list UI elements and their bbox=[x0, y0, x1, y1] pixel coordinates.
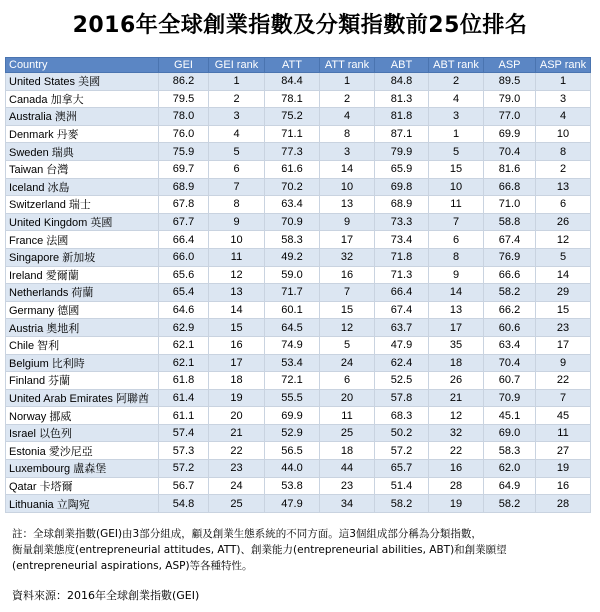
cell-abt-rank: 32 bbox=[429, 424, 484, 442]
cell-gei-rank: 1 bbox=[209, 73, 265, 91]
cell-abt: 47.9 bbox=[375, 336, 429, 354]
table-row bbox=[6, 231, 591, 249]
cell-att-rank: 8 bbox=[320, 125, 375, 143]
table-row bbox=[6, 248, 591, 266]
cell-country: Australia 澳洲 bbox=[6, 108, 159, 126]
cell-asp: 70.9 bbox=[484, 389, 536, 407]
header-gei: GEI bbox=[159, 58, 209, 73]
cell-att-rank: 25 bbox=[320, 424, 375, 442]
cell-country: Taiwan 台灣 bbox=[6, 160, 159, 178]
cell-asp-rank: 23 bbox=[536, 319, 591, 337]
cell-abt-rank: 14 bbox=[429, 284, 484, 302]
cell-gei: 79.5 bbox=[159, 90, 209, 108]
header-asp-rank: ASP rank bbox=[536, 58, 591, 73]
cell-asp-rank: 22 bbox=[536, 372, 591, 390]
cell-att: 72.1 bbox=[265, 372, 320, 390]
cell-country: United Arab Emirates 阿聯酋 bbox=[6, 389, 159, 407]
cell-att: 58.3 bbox=[265, 231, 320, 249]
cell-abt-rank: 8 bbox=[429, 248, 484, 266]
cell-gei-rank: 8 bbox=[209, 196, 265, 214]
cell-att: 60.1 bbox=[265, 301, 320, 319]
cell-asp: 58.3 bbox=[484, 442, 536, 460]
cell-gei: 76.0 bbox=[159, 125, 209, 143]
cell-att-rank: 3 bbox=[320, 143, 375, 161]
cell-abt-rank: 7 bbox=[429, 213, 484, 231]
cell-att: 56.5 bbox=[265, 442, 320, 460]
cell-att-rank: 11 bbox=[320, 407, 375, 425]
cell-asp-rank: 16 bbox=[536, 477, 591, 495]
table-row bbox=[6, 301, 591, 319]
cell-att-rank: 17 bbox=[320, 231, 375, 249]
cell-abt-rank: 19 bbox=[429, 495, 484, 513]
cell-gei-rank: 10 bbox=[209, 231, 265, 249]
header-abt-rank: ABT rank bbox=[429, 58, 484, 73]
cell-gei: 75.9 bbox=[159, 143, 209, 161]
cell-att-rank: 9 bbox=[320, 213, 375, 231]
cell-country: Lithuania 立陶宛 bbox=[6, 495, 159, 513]
cell-att: 78.1 bbox=[265, 90, 320, 108]
cell-abt-rank: 28 bbox=[429, 477, 484, 495]
cell-asp-rank: 1 bbox=[536, 73, 591, 91]
cell-att-rank: 15 bbox=[320, 301, 375, 319]
cell-asp: 58.2 bbox=[484, 284, 536, 302]
cell-gei-rank: 25 bbox=[209, 495, 265, 513]
table-header-row bbox=[6, 58, 591, 73]
cell-att: 84.4 bbox=[265, 73, 320, 91]
cell-att: 74.9 bbox=[265, 336, 320, 354]
cell-asp: 60.6 bbox=[484, 319, 536, 337]
cell-country: Sweden 瑞典 bbox=[6, 143, 159, 161]
cell-country: Chile 智利 bbox=[6, 336, 159, 354]
cell-asp-rank: 45 bbox=[536, 407, 591, 425]
cell-asp: 81.6 bbox=[484, 160, 536, 178]
cell-att-rank: 13 bbox=[320, 196, 375, 214]
cell-country: Israel 以色列 bbox=[6, 424, 159, 442]
cell-abt: 52.5 bbox=[375, 372, 429, 390]
cell-country: United Kingdom 英國 bbox=[6, 213, 159, 231]
cell-gei: 67.7 bbox=[159, 213, 209, 231]
cell-asp-rank: 9 bbox=[536, 354, 591, 372]
table-row bbox=[6, 213, 591, 231]
cell-att-rank: 7 bbox=[320, 284, 375, 302]
cell-abt: 57.2 bbox=[375, 442, 429, 460]
cell-gei: 86.2 bbox=[159, 73, 209, 91]
cell-country: Estonia 愛沙尼亞 bbox=[6, 442, 159, 460]
cell-att: 71.7 bbox=[265, 284, 320, 302]
cell-abt: 51.4 bbox=[375, 477, 429, 495]
cell-att: 59.0 bbox=[265, 266, 320, 284]
cell-country: Switzerland 瑞士 bbox=[6, 196, 159, 214]
cell-att-rank: 24 bbox=[320, 354, 375, 372]
cell-gei-rank: 2 bbox=[209, 90, 265, 108]
cell-country: United States 美國 bbox=[6, 73, 159, 91]
cell-abt: 67.4 bbox=[375, 301, 429, 319]
cell-gei: 69.7 bbox=[159, 160, 209, 178]
table-row bbox=[6, 143, 591, 161]
cell-asp-rank: 13 bbox=[536, 178, 591, 196]
table-row bbox=[6, 442, 591, 460]
cell-abt: 69.8 bbox=[375, 178, 429, 196]
cell-asp-rank: 8 bbox=[536, 143, 591, 161]
cell-gei-rank: 4 bbox=[209, 125, 265, 143]
cell-asp-rank: 7 bbox=[536, 389, 591, 407]
cell-abt: 57.8 bbox=[375, 389, 429, 407]
cell-asp-rank: 17 bbox=[536, 336, 591, 354]
cell-att: 64.5 bbox=[265, 319, 320, 337]
cell-abt-rank: 22 bbox=[429, 442, 484, 460]
cell-att: 53.4 bbox=[265, 354, 320, 372]
cell-gei-rank: 15 bbox=[209, 319, 265, 337]
cell-att-rank: 20 bbox=[320, 389, 375, 407]
cell-abt-rank: 35 bbox=[429, 336, 484, 354]
cell-abt: 71.8 bbox=[375, 248, 429, 266]
cell-att: 69.9 bbox=[265, 407, 320, 425]
cell-gei: 64.6 bbox=[159, 301, 209, 319]
cell-asp: 58.8 bbox=[484, 213, 536, 231]
page-title: 2016年全球創業指數及分類指數前25位排名 bbox=[72, 13, 528, 38]
cell-gei-rank: 13 bbox=[209, 284, 265, 302]
cell-abt: 79.9 bbox=[375, 143, 429, 161]
cell-att: 70.9 bbox=[265, 213, 320, 231]
cell-abt-rank: 13 bbox=[429, 301, 484, 319]
table-row bbox=[6, 319, 591, 337]
cell-country: Iceland 冰島 bbox=[6, 178, 159, 196]
cell-gei-rank: 6 bbox=[209, 160, 265, 178]
cell-gei: 62.1 bbox=[159, 354, 209, 372]
cell-att-rank: 1 bbox=[320, 73, 375, 91]
cell-att-rank: 6 bbox=[320, 372, 375, 390]
cell-asp-rank: 28 bbox=[536, 495, 591, 513]
cell-asp-rank: 6 bbox=[536, 196, 591, 214]
cell-asp-rank: 5 bbox=[536, 248, 591, 266]
cell-abt: 71.3 bbox=[375, 266, 429, 284]
cell-gei-rank: 20 bbox=[209, 407, 265, 425]
cell-asp: 62.0 bbox=[484, 460, 536, 478]
cell-gei: 61.4 bbox=[159, 389, 209, 407]
table-row bbox=[6, 160, 591, 178]
cell-abt: 81.8 bbox=[375, 108, 429, 126]
cell-abt-rank: 4 bbox=[429, 90, 484, 108]
cell-gei: 66.4 bbox=[159, 231, 209, 249]
cell-asp: 76.9 bbox=[484, 248, 536, 266]
cell-gei: 62.9 bbox=[159, 319, 209, 337]
cell-abt-rank: 12 bbox=[429, 407, 484, 425]
cell-country: Luxembourg 盧森堡 bbox=[6, 460, 159, 478]
cell-att-rank: 18 bbox=[320, 442, 375, 460]
cell-gei: 67.8 bbox=[159, 196, 209, 214]
cell-abt: 50.2 bbox=[375, 424, 429, 442]
cell-asp-rank: 12 bbox=[536, 231, 591, 249]
table-row bbox=[6, 336, 591, 354]
cell-abt-rank: 10 bbox=[429, 178, 484, 196]
cell-att: 77.3 bbox=[265, 143, 320, 161]
cell-att-rank: 2 bbox=[320, 90, 375, 108]
cell-att-rank: 23 bbox=[320, 477, 375, 495]
cell-country: Austria 奧地利 bbox=[6, 319, 159, 337]
footnote-line: 註：全球創業指數(GEI)由3部分組成，顧及創業生態系統的不同方面。這3個組成部分稱為分類指數， bbox=[12, 528, 482, 540]
table-row bbox=[6, 73, 591, 91]
header-att-rank: ATT rank bbox=[320, 58, 375, 73]
cell-asp: 66.2 bbox=[484, 301, 536, 319]
cell-gei: 62.1 bbox=[159, 336, 209, 354]
table-row bbox=[6, 460, 591, 478]
cell-gei: 78.0 bbox=[159, 108, 209, 126]
cell-asp: 63.4 bbox=[484, 336, 536, 354]
cell-asp: 70.4 bbox=[484, 143, 536, 161]
header-att: ATT bbox=[265, 58, 320, 73]
cell-asp-rank: 3 bbox=[536, 90, 591, 108]
gei-ranking-table bbox=[5, 57, 591, 513]
cell-asp: 69.9 bbox=[484, 125, 536, 143]
cell-att: 71.1 bbox=[265, 125, 320, 143]
cell-att-rank: 14 bbox=[320, 160, 375, 178]
cell-country: Belgium 比利時 bbox=[6, 354, 159, 372]
cell-abt-rank: 5 bbox=[429, 143, 484, 161]
cell-att-rank: 12 bbox=[320, 319, 375, 337]
cell-att: 47.9 bbox=[265, 495, 320, 513]
cell-gei: 68.9 bbox=[159, 178, 209, 196]
cell-asp: 69.0 bbox=[484, 424, 536, 442]
table-row bbox=[6, 196, 591, 214]
cell-att: 44.0 bbox=[265, 460, 320, 478]
cell-gei: 65.6 bbox=[159, 266, 209, 284]
cell-abt: 87.1 bbox=[375, 125, 429, 143]
cell-abt: 84.8 bbox=[375, 73, 429, 91]
cell-gei-rank: 7 bbox=[209, 178, 265, 196]
footnote bbox=[12, 526, 590, 574]
cell-gei: 61.1 bbox=[159, 407, 209, 425]
cell-att: 52.9 bbox=[265, 424, 320, 442]
cell-asp: 45.1 bbox=[484, 407, 536, 425]
cell-asp: 67.4 bbox=[484, 231, 536, 249]
cell-abt-rank: 2 bbox=[429, 73, 484, 91]
cell-abt: 68.3 bbox=[375, 407, 429, 425]
cell-att-rank: 4 bbox=[320, 108, 375, 126]
cell-att-rank: 32 bbox=[320, 248, 375, 266]
table-row bbox=[6, 266, 591, 284]
cell-abt: 58.2 bbox=[375, 495, 429, 513]
cell-country: Norway 挪威 bbox=[6, 407, 159, 425]
cell-gei: 57.2 bbox=[159, 460, 209, 478]
footnote-line: 衡量創業態度(entrepreneurial attitudes, ATT)、創業能力(entrepreneurial abilities, ABT)和創業願望 bbox=[12, 544, 507, 556]
cell-asp-rank: 11 bbox=[536, 424, 591, 442]
cell-att: 49.2 bbox=[265, 248, 320, 266]
cell-gei-rank: 23 bbox=[209, 460, 265, 478]
cell-asp-rank: 15 bbox=[536, 301, 591, 319]
cell-asp: 60.7 bbox=[484, 372, 536, 390]
cell-gei-rank: 5 bbox=[209, 143, 265, 161]
cell-asp: 79.0 bbox=[484, 90, 536, 108]
cell-gei-rank: 14 bbox=[209, 301, 265, 319]
cell-country: Denmark 丹麥 bbox=[6, 125, 159, 143]
cell-abt-rank: 9 bbox=[429, 266, 484, 284]
cell-asp: 66.8 bbox=[484, 178, 536, 196]
header-gei-rank: GEI rank bbox=[209, 58, 265, 73]
table-row bbox=[6, 284, 591, 302]
table-row bbox=[6, 90, 591, 108]
cell-asp-rank: 26 bbox=[536, 213, 591, 231]
cell-abt-rank: 3 bbox=[429, 108, 484, 126]
cell-abt: 63.7 bbox=[375, 319, 429, 337]
header-abt: ABT bbox=[375, 58, 429, 73]
cell-asp-rank: 4 bbox=[536, 108, 591, 126]
cell-country: Netherlands 荷蘭 bbox=[6, 284, 159, 302]
table-row bbox=[6, 354, 591, 372]
cell-abt-rank: 16 bbox=[429, 460, 484, 478]
cell-asp-rank: 10 bbox=[536, 125, 591, 143]
cell-abt: 73.4 bbox=[375, 231, 429, 249]
cell-gei-rank: 18 bbox=[209, 372, 265, 390]
cell-abt: 73.3 bbox=[375, 213, 429, 231]
cell-abt-rank: 15 bbox=[429, 160, 484, 178]
cell-asp: 64.9 bbox=[484, 477, 536, 495]
cell-att: 63.4 bbox=[265, 196, 320, 214]
cell-abt-rank: 11 bbox=[429, 196, 484, 214]
table-row bbox=[6, 407, 591, 425]
cell-att-rank: 10 bbox=[320, 178, 375, 196]
cell-country: Finland 芬蘭 bbox=[6, 372, 159, 390]
cell-gei-rank: 16 bbox=[209, 336, 265, 354]
header-asp: ASP bbox=[484, 58, 536, 73]
cell-gei-rank: 3 bbox=[209, 108, 265, 126]
cell-asp: 71.0 bbox=[484, 196, 536, 214]
cell-gei-rank: 22 bbox=[209, 442, 265, 460]
cell-asp: 66.6 bbox=[484, 266, 536, 284]
cell-country: France 法國 bbox=[6, 231, 159, 249]
table-body bbox=[6, 73, 591, 513]
cell-asp: 77.0 bbox=[484, 108, 536, 126]
table-row bbox=[6, 372, 591, 390]
cell-asp: 70.4 bbox=[484, 354, 536, 372]
cell-att-rank: 16 bbox=[320, 266, 375, 284]
cell-country: Singapore 新加坡 bbox=[6, 248, 159, 266]
cell-country: Germany 德國 bbox=[6, 301, 159, 319]
cell-gei-rank: 9 bbox=[209, 213, 265, 231]
cell-abt-rank: 21 bbox=[429, 389, 484, 407]
cell-asp-rank: 29 bbox=[536, 284, 591, 302]
cell-gei: 66.0 bbox=[159, 248, 209, 266]
cell-gei-rank: 19 bbox=[209, 389, 265, 407]
cell-country: Qatar 卡塔爾 bbox=[6, 477, 159, 495]
cell-gei-rank: 21 bbox=[209, 424, 265, 442]
cell-att-rank: 5 bbox=[320, 336, 375, 354]
cell-gei-rank: 12 bbox=[209, 266, 265, 284]
footnote-line: (entrepreneurial aspirations, ASP)等各種特性。 bbox=[12, 560, 253, 572]
cell-country: Canada 加拿大 bbox=[6, 90, 159, 108]
cell-abt: 65.9 bbox=[375, 160, 429, 178]
cell-gei: 61.8 bbox=[159, 372, 209, 390]
cell-asp: 89.5 bbox=[484, 73, 536, 91]
table-row bbox=[6, 389, 591, 407]
cell-abt-rank: 17 bbox=[429, 319, 484, 337]
cell-att: 55.5 bbox=[265, 389, 320, 407]
cell-att: 61.6 bbox=[265, 160, 320, 178]
cell-abt: 65.7 bbox=[375, 460, 429, 478]
table-row bbox=[6, 495, 591, 513]
cell-abt: 66.4 bbox=[375, 284, 429, 302]
cell-asp-rank: 27 bbox=[536, 442, 591, 460]
cell-country: Ireland 愛爾蘭 bbox=[6, 266, 159, 284]
cell-att-rank: 34 bbox=[320, 495, 375, 513]
table-row bbox=[6, 178, 591, 196]
cell-gei-rank: 17 bbox=[209, 354, 265, 372]
cell-gei-rank: 24 bbox=[209, 477, 265, 495]
cell-gei: 57.3 bbox=[159, 442, 209, 460]
cell-asp: 58.2 bbox=[484, 495, 536, 513]
cell-abt-rank: 6 bbox=[429, 231, 484, 249]
cell-gei-rank: 11 bbox=[209, 248, 265, 266]
cell-abt: 68.9 bbox=[375, 196, 429, 214]
cell-att-rank: 44 bbox=[320, 460, 375, 478]
cell-att: 75.2 bbox=[265, 108, 320, 126]
cell-abt: 62.4 bbox=[375, 354, 429, 372]
cell-abt: 81.3 bbox=[375, 90, 429, 108]
table-row bbox=[6, 424, 591, 442]
table-row bbox=[6, 108, 591, 126]
cell-att: 70.2 bbox=[265, 178, 320, 196]
cell-abt-rank: 1 bbox=[429, 125, 484, 143]
table-row bbox=[6, 125, 591, 143]
header-country: Country bbox=[6, 58, 159, 73]
table-row bbox=[6, 477, 591, 495]
cell-asp-rank: 14 bbox=[536, 266, 591, 284]
cell-gei: 56.7 bbox=[159, 477, 209, 495]
cell-abt-rank: 18 bbox=[429, 354, 484, 372]
cell-gei: 54.8 bbox=[159, 495, 209, 513]
cell-asp-rank: 2 bbox=[536, 160, 591, 178]
cell-gei: 65.4 bbox=[159, 284, 209, 302]
source-credit: 資料來源：2016年全球創業指數(GEI) bbox=[12, 589, 200, 602]
cell-asp-rank: 19 bbox=[536, 460, 591, 478]
cell-abt-rank: 26 bbox=[429, 372, 484, 390]
cell-gei: 57.4 bbox=[159, 424, 209, 442]
cell-att: 53.8 bbox=[265, 477, 320, 495]
